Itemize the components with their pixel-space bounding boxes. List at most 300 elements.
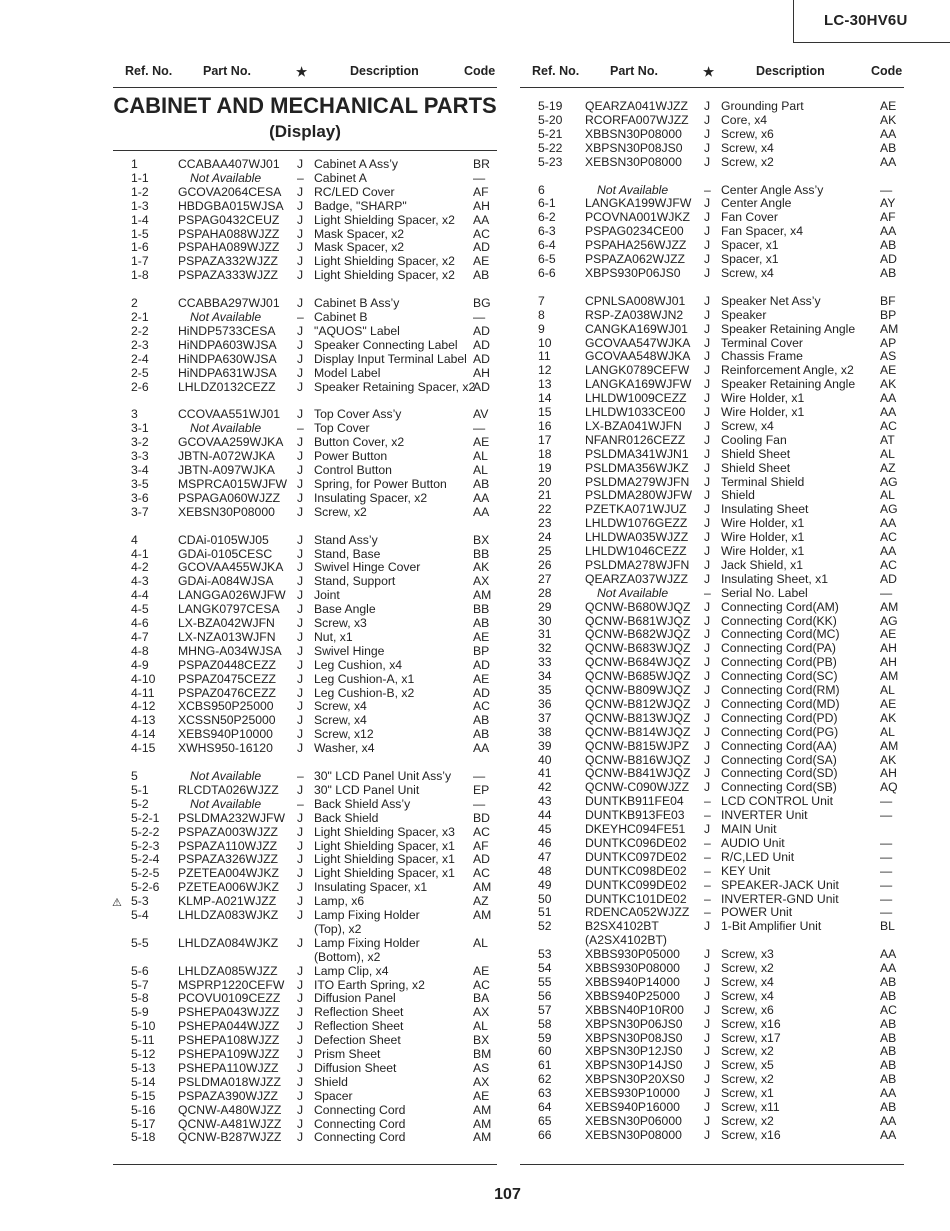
ref-no: 66 <box>538 1127 552 1142</box>
part-no: CANGKA169WJ01 <box>585 321 688 336</box>
star-mark: J <box>704 502 711 517</box>
parts-row <box>520 586 904 600</box>
ref-no: 5-8 <box>131 991 149 1006</box>
part-no: XBPSN30P06JS0 <box>585 1016 683 1031</box>
star-mark: J <box>297 866 304 881</box>
part-no: QCNW-B684WJQZ <box>585 655 691 670</box>
code: AA <box>473 741 490 756</box>
ref-no: 51 <box>538 905 552 920</box>
star-mark: J <box>704 1100 711 1114</box>
parts-row <box>113 240 497 254</box>
star-mark: J <box>704 752 711 767</box>
part-no: XEBSN30P08000 <box>585 1127 682 1142</box>
code: AC <box>473 226 490 241</box>
part-no: XWHS950-16120 <box>178 741 273 756</box>
ref-no: 9 <box>538 321 545 336</box>
part-no: PSPAZA333WJZZ <box>178 268 279 283</box>
part-no: PSPAHA088WJZZ <box>178 226 280 241</box>
ref-no: 5-5 <box>131 935 149 950</box>
part-no: QCNW-B681WJQZ <box>585 613 691 628</box>
parts-row <box>113 880 497 894</box>
part-no: DKEYHC094FE51 <box>585 822 686 836</box>
description: Mask Spacer, x2 <box>314 226 405 241</box>
parts-row <box>113 769 497 783</box>
part-no: XBBS940P14000 <box>585 974 680 989</box>
description: Lamp, x6 <box>314 894 365 909</box>
star-mark: J <box>704 112 711 127</box>
part-no: XBPSN30P08JS0 <box>585 1030 683 1045</box>
part-no: PZETEA004WJKZ <box>178 866 279 881</box>
parts-row <box>113 268 497 282</box>
star-mark: J <box>297 449 304 464</box>
part-no: QCNW-B685WJQZ <box>585 669 691 684</box>
description: (Top), x2 <box>314 921 362 936</box>
star-mark: J <box>297 1102 304 1117</box>
star-mark: J <box>704 488 711 503</box>
code: AB <box>880 1030 897 1045</box>
part-no: XBPSN30P20XS0 <box>585 1072 685 1087</box>
star-mark: J <box>297 198 304 213</box>
description: Speaker Connecting Label <box>314 337 458 352</box>
description: Reflection Sheet <box>314 1019 404 1034</box>
code: AB <box>880 1016 897 1031</box>
code: EP <box>473 782 490 797</box>
code: AE <box>473 963 490 978</box>
star-mark: J <box>704 432 711 447</box>
parts-row <box>520 822 904 836</box>
parts-row <box>113 852 497 866</box>
star-mark: J <box>704 349 711 364</box>
ref-no: 2-5 <box>131 365 149 380</box>
code: AB <box>473 616 490 630</box>
star-mark: J <box>704 557 711 572</box>
star-mark: J <box>297 254 304 269</box>
code: AH <box>880 766 897 781</box>
star-mark: – <box>297 796 304 811</box>
parts-row <box>113 560 497 574</box>
ref-no: 3-4 <box>131 463 149 477</box>
parts-row <box>113 672 497 686</box>
description: Speaker Net Ass’y <box>721 293 821 308</box>
star-mark: J <box>297 296 304 311</box>
ref-no: 61 <box>538 1058 552 1073</box>
parts-row <box>113 1103 497 1117</box>
description: INVERTER Unit <box>721 808 808 823</box>
ref-no: 5-6 <box>131 963 149 978</box>
ref-no: 3 <box>131 407 138 422</box>
code: AA <box>473 212 490 227</box>
star-mark: J <box>297 977 304 992</box>
code: AA <box>473 504 490 519</box>
description: Defection Sheet <box>314 1033 401 1048</box>
title-rule <box>113 150 497 151</box>
description: Washer, x4 <box>314 741 375 756</box>
ref-no: 33 <box>538 655 552 670</box>
code: AX <box>473 1074 490 1089</box>
parts-row <box>520 892 904 906</box>
parts-row <box>113 449 497 463</box>
ref-no: 41 <box>538 766 552 781</box>
description: Spring, for Power Button <box>314 476 447 491</box>
description: Shield Sheet <box>721 460 791 475</box>
part-no: Not Available <box>190 310 262 324</box>
description: Base Angle <box>314 602 376 617</box>
description: Screw, x2 <box>721 1113 774 1128</box>
parts-row <box>113 894 497 908</box>
ref-no: 5-3 <box>131 894 149 909</box>
parts-row <box>520 1100 904 1114</box>
code: BX <box>473 532 490 547</box>
code: AL <box>880 488 895 503</box>
parts-row <box>113 407 497 421</box>
star-mark: – <box>297 170 304 185</box>
part-no: XBBS940P25000 <box>585 988 680 1003</box>
parts-row <box>520 725 904 739</box>
description: Cabinet B Ass’y <box>314 296 400 311</box>
description: Wire Holder, x1 <box>721 405 805 419</box>
star-mark: J <box>297 1047 304 1061</box>
part-no: LHLDW1046CEZZ <box>585 544 687 558</box>
description: Center Angle Ass’y <box>721 182 824 197</box>
header-star-right: ★ <box>703 65 715 79</box>
ref-no: 5-21 <box>538 126 563 141</box>
description: Screw, x3 <box>314 616 367 630</box>
code: AD <box>880 252 897 266</box>
description: (Bottom), x2 <box>314 949 381 964</box>
part-no: LANGK0797CESA <box>178 602 280 617</box>
part-no: HiNDPA630WJSA <box>178 351 277 366</box>
star-mark: J <box>297 212 304 227</box>
part-no: LHLDZA084WJKZ <box>178 935 279 950</box>
star-mark: J <box>297 963 304 978</box>
description: Screw, x4 <box>721 988 774 1003</box>
description: KEY Unit <box>721 863 771 878</box>
star-mark: J <box>704 321 711 336</box>
ref-no: 13 <box>538 377 552 392</box>
parts-row <box>520 780 904 794</box>
part-no: XBBS930P05000 <box>585 947 680 962</box>
part-no: HiNDPA603WJSA <box>178 337 277 352</box>
parts-row <box>113 866 497 880</box>
description: Light Shielding Spacer, x1 <box>314 838 455 853</box>
code: AH <box>880 641 897 656</box>
code: AL <box>473 449 488 464</box>
parts-row <box>520 711 904 725</box>
ref-no: 53 <box>538 947 552 962</box>
code: AA <box>880 544 897 558</box>
description: Screw, x4 <box>721 140 774 155</box>
part-no: RCORFA007WJZZ <box>585 112 689 127</box>
model-number: LC-30HV6U <box>824 12 908 29</box>
code: AD <box>473 685 490 700</box>
parts-row <box>520 558 904 572</box>
description: Diffusion Panel <box>314 991 396 1006</box>
code: AG <box>880 613 898 628</box>
code: AZ <box>880 460 896 475</box>
description: Lamp Fixing Holder <box>314 908 420 922</box>
code: AB <box>473 476 490 491</box>
star-mark: J <box>297 1130 304 1145</box>
section-title: CABINET AND MECHANICAL PARTS <box>113 93 497 118</box>
star-mark: J <box>704 988 711 1003</box>
description: Top Cover Ass’y <box>314 407 402 422</box>
star-mark: J <box>297 337 304 352</box>
star-mark: J <box>704 391 711 406</box>
description: Connecting Cord(MD) <box>721 696 840 711</box>
code: BB <box>473 602 490 617</box>
description: Connecting Cord(KK) <box>721 613 837 628</box>
ref-no: 34 <box>538 669 552 684</box>
code: — <box>880 808 893 823</box>
part-no: HiNDPA631WJSA <box>178 365 277 380</box>
star-mark: – <box>704 808 711 823</box>
parts-row <box>113 602 497 616</box>
part-no: PSLDMA341WJN1 <box>585 446 689 461</box>
part-no: QCNW-B816WJQZ <box>585 752 691 767</box>
description: Shield Sheet <box>721 446 791 461</box>
part-no: GCOVAA547WJKA <box>585 335 691 350</box>
parts-row <box>520 1086 904 1100</box>
parts-row <box>520 1003 904 1017</box>
parts-row <box>520 961 904 975</box>
code: AM <box>880 321 899 336</box>
code: BL <box>880 919 895 934</box>
description: Connecting Cord <box>314 1116 406 1131</box>
parts-row <box>520 210 904 224</box>
code: AB <box>880 1100 897 1114</box>
star-mark: J <box>704 154 711 169</box>
ref-no: 40 <box>538 752 552 767</box>
star-mark: J <box>704 1086 711 1101</box>
parts-row <box>520 683 904 697</box>
star-mark: J <box>704 655 711 670</box>
description: Insulating Sheet, x1 <box>721 571 829 586</box>
parts-row <box>520 502 904 516</box>
parts-row <box>113 1089 497 1103</box>
part-no: LANGK0789CEFW <box>585 363 690 378</box>
code: AX <box>473 574 490 589</box>
star-mark: J <box>297 588 304 603</box>
description: AUDIO Unit <box>721 835 785 850</box>
parts-row <box>520 989 904 1003</box>
part-no: XEBS930P10000 <box>585 1086 680 1101</box>
star-mark: J <box>704 780 711 795</box>
ref-no: 5-11 <box>131 1033 155 1048</box>
code: AF <box>473 838 489 853</box>
ref-no: 5-16 <box>131 1102 156 1117</box>
code: AB <box>880 1044 897 1059</box>
part-no: PSPAHA089WJZZ <box>178 240 280 255</box>
part-no: QCNW-B682WJQZ <box>585 627 691 642</box>
part-no: QCNW-B841WJQZ <box>585 766 691 781</box>
star-mark: J <box>704 265 711 280</box>
part-no: PSPAG0432CEUZ <box>178 212 280 227</box>
description: Connecting Cord(AM) <box>721 599 839 614</box>
part-no: QCNW-B814WJQZ <box>585 724 691 739</box>
description: Wire Holder, x1 <box>721 544 805 558</box>
parts-row <box>520 1072 904 1086</box>
star-mark: J <box>704 418 711 433</box>
code: AE <box>473 1088 490 1103</box>
star-mark: J <box>297 323 304 338</box>
parts-row <box>520 155 904 169</box>
ref-no: 1-1 <box>131 170 149 185</box>
code: — <box>880 182 893 197</box>
code: AC <box>473 977 490 992</box>
code: AM <box>473 880 492 895</box>
code: AD <box>880 571 897 586</box>
description: Speaker Retaining Angle <box>721 377 856 392</box>
code: AP <box>880 335 897 350</box>
parts-row <box>520 294 904 308</box>
ref-no: 12 <box>538 363 552 378</box>
description: Wire Holder, x1 <box>721 391 805 406</box>
ref-no: 4-3 <box>131 574 149 589</box>
parts-row <box>113 491 497 505</box>
part-no: PSLDMA278WJFN <box>585 557 690 572</box>
parts-row <box>113 310 497 324</box>
parts-row <box>520 336 904 350</box>
star-mark: J <box>297 699 304 714</box>
parts-row <box>520 739 904 753</box>
star-mark: – <box>297 310 304 324</box>
ref-no: 8 <box>538 307 545 322</box>
parts-row <box>113 421 497 435</box>
part-no: XBBSN30P08000 <box>585 126 682 141</box>
parts-row <box>113 213 497 227</box>
part-no: HiNDP5733CESA <box>178 323 276 338</box>
ref-no: 20 <box>538 474 552 489</box>
parts-row <box>113 463 497 477</box>
ref-no: 55 <box>538 974 552 989</box>
header-ref-left: Ref. No. <box>125 64 173 78</box>
description: Shield <box>721 488 755 503</box>
part-no: LHLDWA035WJZZ <box>585 530 689 545</box>
parts-row <box>113 157 497 171</box>
code: AZ <box>473 894 489 909</box>
description: Cooling Fan <box>721 432 787 447</box>
star-mark: J <box>704 627 711 642</box>
star-mark: J <box>704 724 711 739</box>
ref-no: 5-7 <box>131 977 149 992</box>
header-code-left: Code <box>464 64 496 78</box>
parts-row <box>520 266 904 280</box>
ref-no: 4-6 <box>131 616 149 630</box>
ref-no: 5-9 <box>131 1005 149 1020</box>
part-no: XEBS940P10000 <box>178 727 273 742</box>
part-no: LX-BZA041WJFN <box>585 418 682 433</box>
star-mark: J <box>704 1072 711 1087</box>
parts-row <box>520 697 904 711</box>
description: Screw, x4 <box>314 699 367 714</box>
code: AS <box>880 349 897 364</box>
description: Nut, x1 <box>314 629 353 644</box>
ref-no: 5-2-2 <box>131 824 160 839</box>
ref-no: 2-3 <box>131 337 149 352</box>
code: AB <box>473 268 490 283</box>
description: Swivel Hinge Cover <box>314 560 421 575</box>
ref-no: 37 <box>538 710 552 725</box>
part-no: DUNTKB911FE04 <box>585 794 684 809</box>
part-no: QCNW-B813WJQZ <box>585 710 691 725</box>
star-mark: J <box>297 782 304 797</box>
description: Joint <box>314 588 340 603</box>
code: AD <box>473 657 490 672</box>
part-no: JBTN-A097WJKA <box>178 463 275 477</box>
part-no: XEBSN30P08000 <box>585 154 682 169</box>
ref-no: 5-23 <box>538 154 563 169</box>
code: AA <box>880 391 897 406</box>
part-no: LHLDZA085WJZZ <box>178 963 278 978</box>
code: — <box>473 796 486 811</box>
description: Prism Sheet <box>314 1047 381 1061</box>
parts-row <box>520 850 904 864</box>
part-no: (A2SX4102BT) <box>585 933 667 948</box>
parts-row <box>113 1061 497 1075</box>
star-mark: J <box>704 947 711 962</box>
description: Screw, x6 <box>721 1002 774 1017</box>
star-mark: J <box>297 991 304 1006</box>
star-mark: J <box>297 935 304 950</box>
ref-no: 56 <box>538 988 552 1003</box>
page-number: 107 <box>494 1186 521 1203</box>
description: Cabinet A Ass’y <box>314 157 399 171</box>
ref-no: 5-2-4 <box>131 852 160 867</box>
part-no: PSPAZA332WJZZ <box>178 254 279 269</box>
code: — <box>880 905 893 920</box>
ref-no: 6-2 <box>538 210 556 225</box>
star-mark: J <box>297 671 304 686</box>
code: AK <box>880 377 897 392</box>
star-mark: J <box>297 546 304 561</box>
ref-no: 59 <box>538 1030 552 1045</box>
description: Screw, x17 <box>721 1030 781 1045</box>
ref-no: 5-20 <box>538 112 563 127</box>
code: AM <box>473 1130 492 1145</box>
parts-row <box>520 1128 904 1142</box>
parts-row <box>113 296 497 310</box>
part-no: DUNTKC096DE02 <box>585 835 687 850</box>
code: AA <box>880 1113 897 1128</box>
ref-no: 7 <box>538 293 545 308</box>
code: AF <box>880 210 896 225</box>
safety-warning-icon: ⚠ <box>112 897 122 909</box>
code: — <box>880 585 893 600</box>
description: Screw, x4 <box>721 418 774 433</box>
ref-no: 31 <box>538 627 552 642</box>
star-mark: J <box>297 379 304 394</box>
ref-no: 4-11 <box>131 685 155 700</box>
code: BP <box>473 643 490 658</box>
ref-no: 64 <box>538 1100 552 1114</box>
part-no: PSLDMA232WJFW <box>178 810 285 825</box>
star-mark: J <box>297 1088 304 1103</box>
ref-no: 6-6 <box>538 265 556 280</box>
code: AL <box>473 463 488 477</box>
description: Display Input Terminal Label <box>314 351 467 366</box>
description: Leg Cushion, x4 <box>314 657 403 672</box>
star-mark: J <box>704 126 711 141</box>
star-mark: J <box>704 1030 711 1045</box>
code: AC <box>880 1002 897 1017</box>
code: AQ <box>880 780 898 795</box>
section-subtitle: (Display) <box>269 122 341 141</box>
star-mark: J <box>297 741 304 756</box>
code: AE <box>880 627 897 642</box>
part-no: CCABAA407WJ01 <box>178 157 280 171</box>
part-no: XBPS930P06JS0 <box>585 265 681 280</box>
code: — <box>473 769 486 783</box>
